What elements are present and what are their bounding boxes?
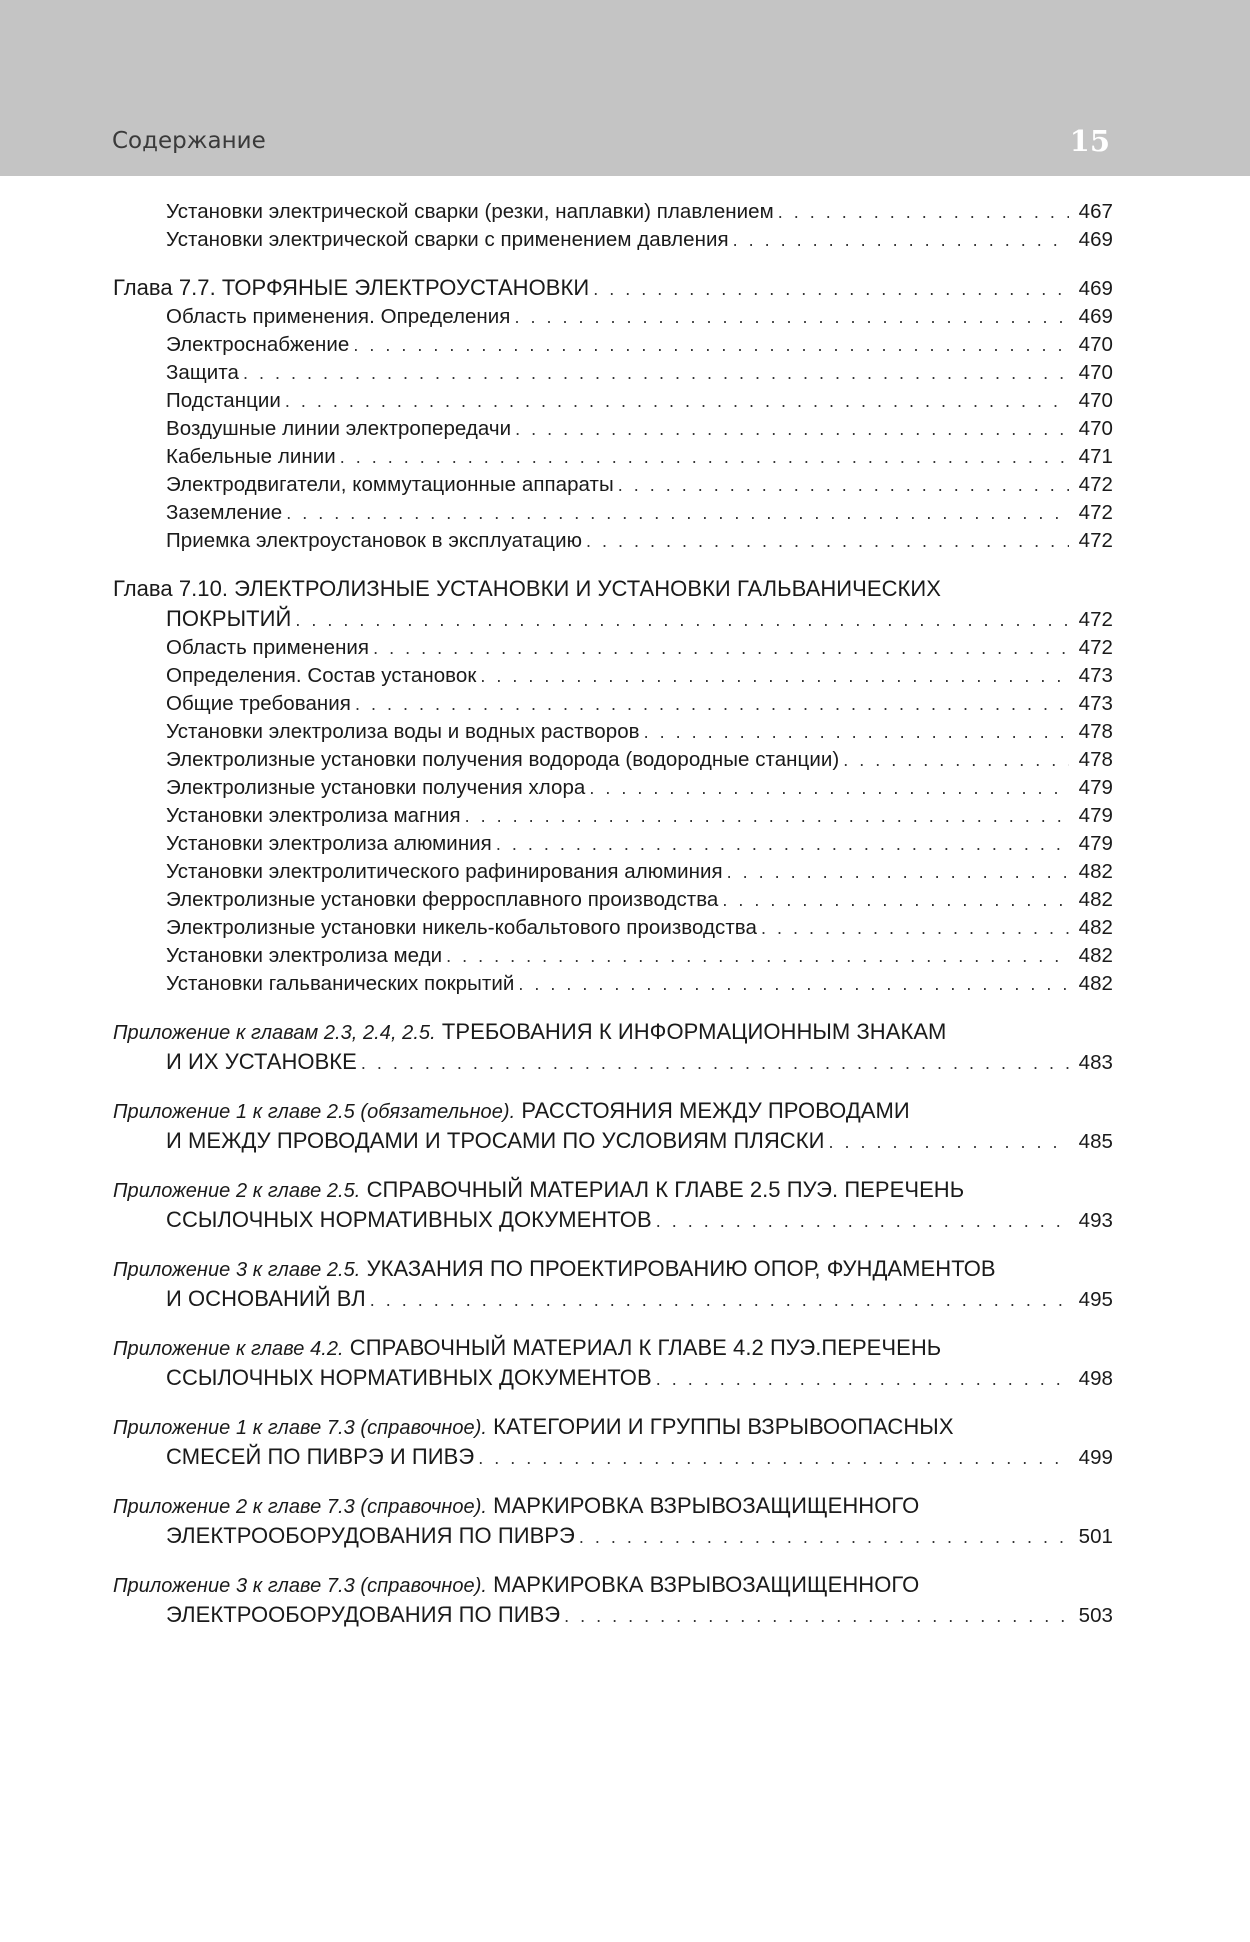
dot-leader <box>355 690 1069 718</box>
dot-leader <box>295 605 1069 635</box>
table-of-contents <box>113 198 1113 1649</box>
appendix-heading-cont[interactable] <box>113 1284 1113 1314</box>
toc-entry[interactable] <box>113 527 1113 555</box>
dot-leader <box>733 226 1069 254</box>
appendix-title-line1: СПРАВОЧНЫЙ МАТЕРИАЛ К ГЛАВЕ 4.2 ПУЭ.ПЕРЕЧЕНЬ <box>343 1335 942 1360</box>
toc-entry-page: 482 <box>1078 916 1113 939</box>
dot-leader <box>564 1601 1069 1631</box>
toc-entry-page: 470 <box>1078 333 1113 356</box>
appendix-heading-cont[interactable] <box>113 1521 1113 1551</box>
appendix-title-line1: РАССТОЯНИЯ МЕЖДУ ПРОВОДАМИ <box>515 1098 910 1123</box>
appendix-title-line2: ЭЛЕКТРООБОРУДОВАНИЯ ПО ПИВРЭ <box>166 1523 575 1548</box>
toc-entry[interactable] <box>113 415 1113 443</box>
dot-leader <box>478 1443 1069 1473</box>
toc-group-continuation <box>113 198 1113 254</box>
dot-leader <box>370 1285 1069 1315</box>
dot-leader <box>353 331 1069 359</box>
appendix-prefix: Приложение 2 к главе 2.5. <box>113 1180 361 1202</box>
toc-entry-page: 471 <box>1078 445 1113 468</box>
toc-entry[interactable] <box>113 746 1113 774</box>
appendix-heading[interactable] <box>113 1017 1113 1047</box>
toc-entry-page: 469 <box>1078 305 1113 328</box>
toc-entry-page: 478 <box>1078 720 1113 743</box>
toc-entry[interactable] <box>113 499 1113 527</box>
toc-entry-page: 470 <box>1078 417 1113 440</box>
dot-leader <box>727 858 1069 886</box>
toc-entry[interactable] <box>113 886 1113 914</box>
appendix-heading[interactable] <box>113 1333 1113 1363</box>
appendix-title-line2: И ОСНОВАНИЙ ВЛ <box>166 1286 366 1311</box>
dot-leader <box>496 830 1069 858</box>
appendix-heading[interactable] <box>113 1254 1113 1284</box>
toc-group-chapter-7-7 <box>113 273 1113 555</box>
appendix-title-line1: КАТЕГОРИИ И ГРУППЫ ВЗРЫВООПАСНЫХ <box>487 1414 954 1439</box>
appendix-prefix: Приложение 1 к главе 2.5 (обязательное). <box>113 1101 516 1123</box>
toc-appendix <box>113 1491 1113 1551</box>
toc-entry[interactable] <box>113 662 1113 690</box>
appendix-heading-cont[interactable] <box>113 1205 1113 1235</box>
dot-leader <box>828 1127 1069 1157</box>
toc-entry[interactable] <box>113 226 1113 254</box>
toc-entry-page: 482 <box>1078 944 1113 967</box>
appendix-page: 498 <box>1078 1367 1113 1390</box>
appendix-heading[interactable] <box>113 1570 1113 1600</box>
toc-entry[interactable] <box>113 331 1113 359</box>
toc-appendix <box>113 1017 1113 1077</box>
appendix-prefix: Приложение 1 к главе 7.3 (справочное). <box>113 1417 488 1439</box>
toc-entry[interactable] <box>113 359 1113 387</box>
appendix-title-line2: ССЫЛОЧНЫХ НОРМАТИВНЫХ ДОКУМЕНТОВ <box>166 1365 652 1390</box>
toc-entry-title: Защита <box>166 361 239 384</box>
toc-entry-page: 473 <box>1078 692 1113 715</box>
toc-entry-title: Область применения <box>166 636 370 659</box>
appendix-prefix: Приложение к главе 4.2. <box>113 1338 344 1360</box>
appendix-prefix: Приложение к главам 2.3, 2.4, 2.5. <box>113 1022 436 1044</box>
toc-entry[interactable] <box>113 942 1113 970</box>
dot-leader <box>761 914 1069 942</box>
appendix-page: 485 <box>1078 1130 1113 1153</box>
toc-entry-title: Электролизные установки ферросплавного производства <box>166 888 719 911</box>
chapter-heading[interactable] <box>113 574 1113 604</box>
toc-entry-page: 469 <box>1078 228 1113 251</box>
appendix-title-line2: ЭЛЕКТРООБОРУДОВАНИЯ ПО ПИВЭ <box>166 1602 561 1627</box>
toc-entry-page: 472 <box>1078 636 1113 659</box>
dot-leader <box>586 527 1069 555</box>
toc-entry[interactable] <box>113 690 1113 718</box>
toc-entry[interactable] <box>113 198 1113 226</box>
appendix-title-line2: И МЕЖДУ ПРОВОДАМИ И ТРОСАМИ ПО УСЛОВИЯМ ПЛЯСКИ <box>166 1128 825 1153</box>
appendix-prefix: Приложение 2 к главе 7.3 (справочное). <box>113 1496 488 1518</box>
appendix-title-line1: СПРАВОЧНЫЙ МАТЕРИАЛ К ГЛАВЕ 2.5 ПУЭ. ПЕРЕЧЕНЬ <box>360 1177 965 1202</box>
toc-entry-page: 470 <box>1078 389 1113 412</box>
toc-entry-title: Установки электролиза алюминия <box>166 832 492 855</box>
toc-entry-page: 472 <box>1078 473 1113 496</box>
appendix-heading[interactable] <box>113 1096 1113 1126</box>
appendix-heading[interactable] <box>113 1175 1113 1205</box>
toc-entry-title: Установки электролиза меди <box>166 944 443 967</box>
toc-appendix <box>113 1254 1113 1314</box>
toc-entry-page: 473 <box>1078 664 1113 687</box>
toc-entry-title: Приемка электроустановок в эксплуатацию <box>166 529 583 552</box>
appendix-page: 493 <box>1078 1209 1113 1232</box>
toc-entry-page: 472 <box>1078 501 1113 524</box>
toc-entry[interactable] <box>113 858 1113 886</box>
toc-entry-title: Область применения. Определения <box>166 305 511 328</box>
toc-entry-title: Электродвигатели, коммутационные аппараты <box>166 473 614 496</box>
toc-appendix <box>113 1175 1113 1235</box>
toc-entry-title: Электроснабжение <box>166 333 350 356</box>
toc-entry-page: 482 <box>1078 888 1113 911</box>
dot-leader <box>589 774 1069 802</box>
appendix-heading-cont[interactable] <box>113 1126 1113 1156</box>
dot-leader <box>514 303 1069 331</box>
dot-leader <box>593 274 1069 304</box>
dot-leader <box>843 746 1069 774</box>
toc-appendix <box>113 1412 1113 1472</box>
toc-entry-title: Подстанции <box>166 389 281 412</box>
dot-leader <box>340 443 1069 471</box>
appendix-prefix: Приложение 3 к главе 7.3 (справочное). <box>113 1575 488 1597</box>
dot-leader <box>644 718 1069 746</box>
toc-entry-title: Установки электролиза магния <box>166 804 461 827</box>
dot-leader <box>285 387 1069 415</box>
appendix-title-line2: И ИХ УСТАНОВКЕ <box>166 1049 357 1074</box>
toc-entry-title: Электролизные установки получения хлора <box>166 776 586 799</box>
appendix-heading-cont[interactable] <box>113 1363 1113 1393</box>
toc-entry-page: 479 <box>1078 776 1113 799</box>
toc-entry-page: 482 <box>1078 972 1113 995</box>
toc-entry[interactable] <box>113 970 1113 998</box>
appendix-heading[interactable] <box>113 1412 1113 1442</box>
toc-entry-title: Электролизные установки получения водорода (водородные станции) <box>166 748 840 771</box>
appendix-title-line2: СМЕСЕЙ ПО ПИВРЭ И ПИВЭ <box>166 1444 475 1469</box>
toc-entry-page: 467 <box>1078 200 1113 223</box>
toc-entry-page: 472 <box>1078 529 1113 552</box>
toc-entry[interactable] <box>113 914 1113 942</box>
appendix-heading-cont[interactable] <box>113 1442 1113 1472</box>
dot-leader <box>618 471 1069 499</box>
toc-entry-title: Установки электролитического рафинирования алюминия <box>166 860 723 883</box>
appendix-title-line1: МАРКИРОВКА ВЗРЫВОЗАЩИЩЕННОГО <box>487 1493 920 1518</box>
dot-leader <box>518 970 1069 998</box>
dot-leader <box>656 1206 1069 1236</box>
toc-entry-page: 482 <box>1078 860 1113 883</box>
appendix-page: 499 <box>1078 1446 1113 1469</box>
dot-leader <box>579 1522 1069 1552</box>
appendix-page: 483 <box>1078 1051 1113 1074</box>
toc-entry-title: Кабельные линии <box>166 445 336 468</box>
chapter-heading-cont[interactable] <box>113 604 1113 634</box>
toc-entry[interactable] <box>113 387 1113 415</box>
appendix-page: 503 <box>1078 1604 1113 1627</box>
toc-entry[interactable] <box>113 303 1113 331</box>
appendix-title-line2: ССЫЛОЧНЫХ НОРМАТИВНЫХ ДОКУМЕНТОВ <box>166 1207 652 1232</box>
toc-entry[interactable] <box>113 634 1113 662</box>
dot-leader <box>373 634 1069 662</box>
appendix-title-line1: ТРЕБОВАНИЯ К ИНФОРМАЦИОННЫМ ЗНАКАМ <box>435 1019 947 1044</box>
toc-entry-title: Установки электрической сварки с применением давления <box>166 228 729 251</box>
toc-group-chapter-7-10 <box>113 574 1113 998</box>
toc-entry-title: Воздушные линии электропередачи <box>166 417 512 440</box>
toc-entry-page: 479 <box>1078 804 1113 827</box>
toc-entry-page: 478 <box>1078 748 1113 771</box>
appendix-prefix: Приложение 3 к главе 2.5. <box>113 1259 361 1281</box>
dot-leader <box>778 198 1069 226</box>
toc-entry-title: Установки гальванических покрытий <box>166 972 515 995</box>
appendix-title-line1: МАРКИРОВКА ВЗРЫВОЗАЩИЩЕННОГО <box>487 1572 920 1597</box>
toc-entry-title: Электролизные установки никель-кобальтового производства <box>166 916 757 939</box>
toc-entry-page: 470 <box>1078 361 1113 384</box>
toc-entry[interactable] <box>113 802 1113 830</box>
toc-entry[interactable] <box>113 443 1113 471</box>
chapter-title-line2: ПОКРЫТИЙ <box>166 606 292 631</box>
toc-entry-title: Определения. Состав установок <box>166 664 477 687</box>
appendix-page: 495 <box>1078 1288 1113 1311</box>
dot-leader <box>446 942 1069 970</box>
page-number: 15 <box>1069 124 1110 158</box>
dot-leader <box>722 886 1069 914</box>
toc-entry-title: Общие требования <box>166 692 351 715</box>
running-title: Содержание <box>112 128 266 154</box>
toc-appendix <box>113 1096 1113 1156</box>
appendix-heading-cont[interactable] <box>113 1047 1113 1077</box>
page-header <box>0 0 1250 176</box>
appendix-title-line1: УКАЗАНИЯ ПО ПРОЕКТИРОВАНИЮ ОПОР, ФУНДАМЕНТОВ <box>360 1256 996 1281</box>
toc-entry[interactable] <box>113 774 1113 802</box>
toc-appendix <box>113 1333 1113 1393</box>
toc-entry[interactable] <box>113 471 1113 499</box>
chapter-page: 472 <box>1078 608 1113 631</box>
dot-leader <box>286 499 1069 527</box>
appendix-heading-cont[interactable] <box>113 1600 1113 1630</box>
toc-appendix <box>113 1570 1113 1630</box>
toc-entry-title: Заземление <box>166 501 283 524</box>
dot-leader <box>515 415 1069 443</box>
chapter-title-line1: Глава 7.10. ЭЛЕКТРОЛИЗНЫЕ УСТАНОВКИ И УСТАНОВКИ ГАЛЬВАНИЧЕСКИХ <box>113 576 941 601</box>
chapter-heading[interactable] <box>113 273 1113 303</box>
appendix-page: 501 <box>1078 1525 1113 1548</box>
chapter-page: 469 <box>1078 277 1113 300</box>
dot-leader <box>361 1048 1069 1078</box>
dot-leader <box>480 662 1069 690</box>
toc-entry-title: Установки электролиза воды и водных растворов <box>166 720 640 743</box>
appendix-heading[interactable] <box>113 1491 1113 1521</box>
toc-entry[interactable] <box>113 718 1113 746</box>
dot-leader <box>465 802 1069 830</box>
toc-entry-title: Установки электрической сварки (резки, наплавки) плавлением <box>166 200 774 223</box>
dot-leader <box>656 1364 1069 1394</box>
toc-entry-page: 479 <box>1078 832 1113 855</box>
chapter-title: Глава 7.7. ТОРФЯНЫЕ ЭЛЕКТРОУСТАНОВКИ <box>113 275 590 300</box>
toc-entry[interactable] <box>113 830 1113 858</box>
dot-leader <box>243 359 1069 387</box>
